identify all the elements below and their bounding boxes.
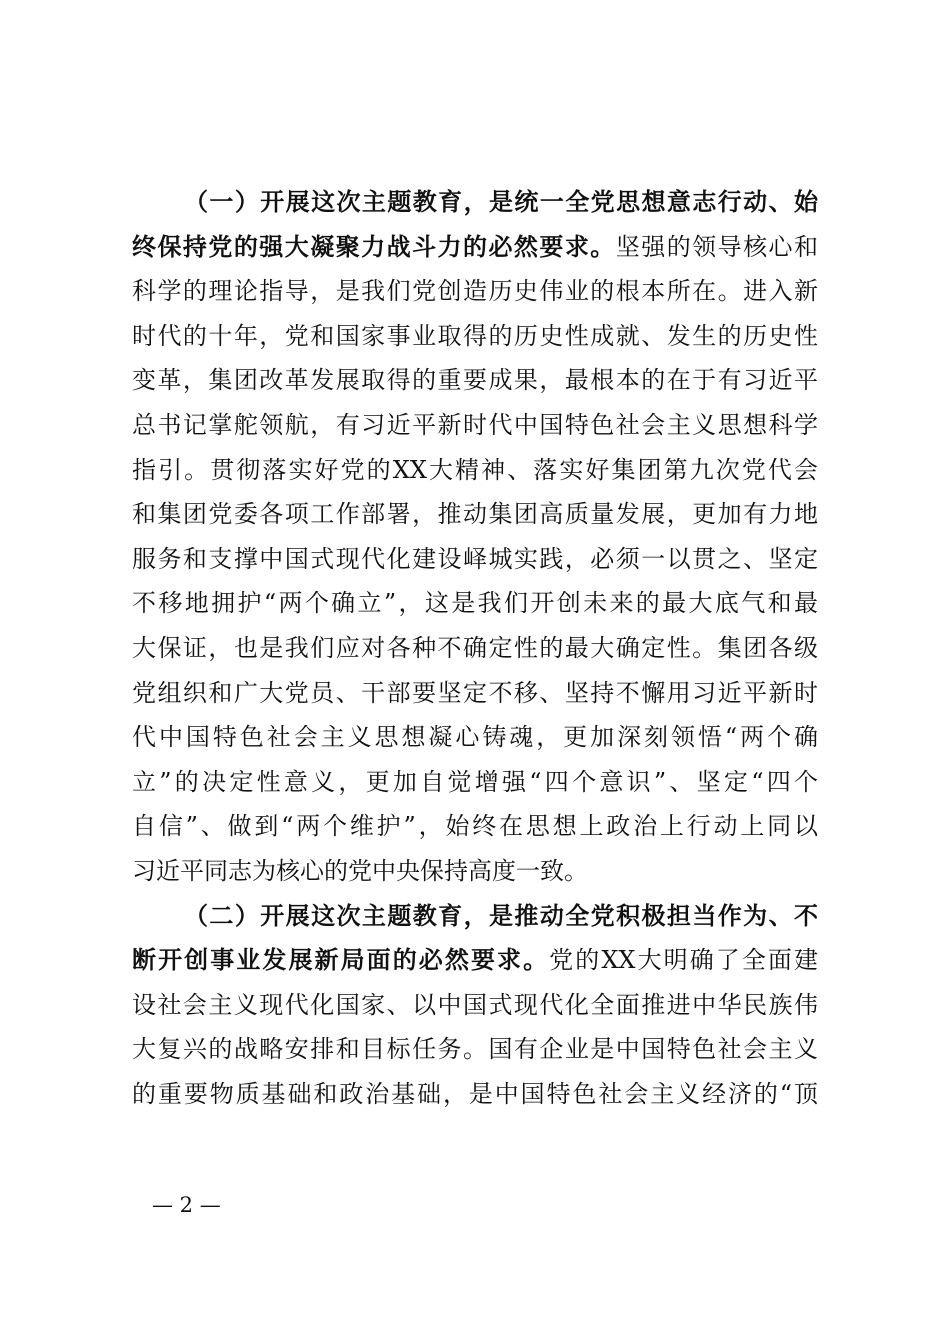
paragraph-2-line-3 <box>132 983 818 1028</box>
bold-heading-text: 断开创事业发展新局面的必然要求。 <box>132 945 550 975</box>
paragraph-2-line-5 <box>132 1072 818 1117</box>
bold-heading-text: 终保持党的强大凝聚力战斗力的必然要求。 <box>132 231 616 261</box>
paragraph-1-line-16 <box>132 849 818 894</box>
paragraph-1-line-1 <box>132 180 818 225</box>
paragraph-1-line-2 <box>132 225 818 270</box>
paragraph-1-line-4 <box>132 314 818 359</box>
paragraph-1-line-13 <box>132 715 818 760</box>
bold-heading-text: （一）开展这次主题教育，是统一全党思想意志行动、始 <box>184 187 818 216</box>
paragraph-2-line-1 <box>132 894 818 939</box>
paragraph-1-line-14 <box>132 760 818 805</box>
body-text: 时代的十年，党和国家事业取得的历史性成就、发生的历史性 <box>132 321 818 350</box>
body-text: 指引。贯彻落实好党的XX大精神、落实好集团第九次党代会 <box>132 455 818 484</box>
paragraph-1-line-11 <box>132 626 818 671</box>
paragraph-1-line-9 <box>132 537 818 582</box>
body-text: 设社会主义现代化国家、以中国式现代化全面推进中华民族伟 <box>132 990 818 1019</box>
body-text: 习近平同志为核心的党中央保持高度一致。 <box>132 856 588 885</box>
body-text: 立”的决定性意义，更加自觉增强“四个意识”、坚定“四个 <box>132 767 818 796</box>
paragraph-2-line-2 <box>132 938 818 983</box>
paragraph-1-line-7 <box>132 448 818 493</box>
paragraph-1-line-12 <box>132 671 818 716</box>
body-text: 党的XX大明确了全面建 <box>549 946 818 975</box>
body-text: 大保证，也是我们应对各种不确定性的最大确定性。集团各级 <box>132 633 818 662</box>
bold-heading-text: （二）开展这次主题教育，是推动全党积极担当作为、不 <box>184 900 818 930</box>
paragraph-1-line-8 <box>132 492 818 537</box>
body-text: 总书记掌舵领航，有习近平新时代中国特色社会主义思想科学 <box>132 410 818 439</box>
paragraph-2-line-4 <box>132 1027 818 1072</box>
document-body <box>132 180 818 1116</box>
body-text: 科学的理论指导，是我们党创造历史伟业的根本所在。进入新 <box>132 277 818 306</box>
body-text: 坚强的领导核心和 <box>615 232 818 261</box>
page-number: — 2 — <box>152 1193 221 1217</box>
paragraph-1-line-10 <box>132 581 818 626</box>
body-text: 代中国特色社会主义思想凝心铸魂，更加深刻领悟“两个确 <box>132 723 818 752</box>
body-text: 大复兴的战略安排和目标任务。国有企业是中国特色社会主义 <box>132 1035 818 1064</box>
body-text: 党组织和广大党员、干部要坚定不移、坚持不懈用习近平新时 <box>132 678 818 707</box>
body-text: 不移地拥护“两个确立”，这是我们开创未来的最大底气和最 <box>132 589 818 618</box>
paragraph-1-line-15 <box>132 804 818 849</box>
paragraph-1-line-3 <box>132 269 818 314</box>
paragraph-1-line-6 <box>132 403 818 448</box>
paragraph-1-line-5 <box>132 358 818 403</box>
body-text: 变革，集团改革发展取得的重要成果，最根本的在于有习近平 <box>132 366 818 395</box>
body-text: 服务和支撑中国式现代化建设峄城实践，必须一以贯之、坚定 <box>132 544 818 573</box>
body-text: 自信”、做到“两个维护”，始终在思想上政治上行动上同以 <box>132 812 818 841</box>
body-text: 的重要物质基础和政治基础，是中国特色社会主义经济的“顶 <box>132 1079 818 1108</box>
body-text: 和集团党委各项工作部署，推动集团高质量发展，更加有力地 <box>132 500 818 529</box>
